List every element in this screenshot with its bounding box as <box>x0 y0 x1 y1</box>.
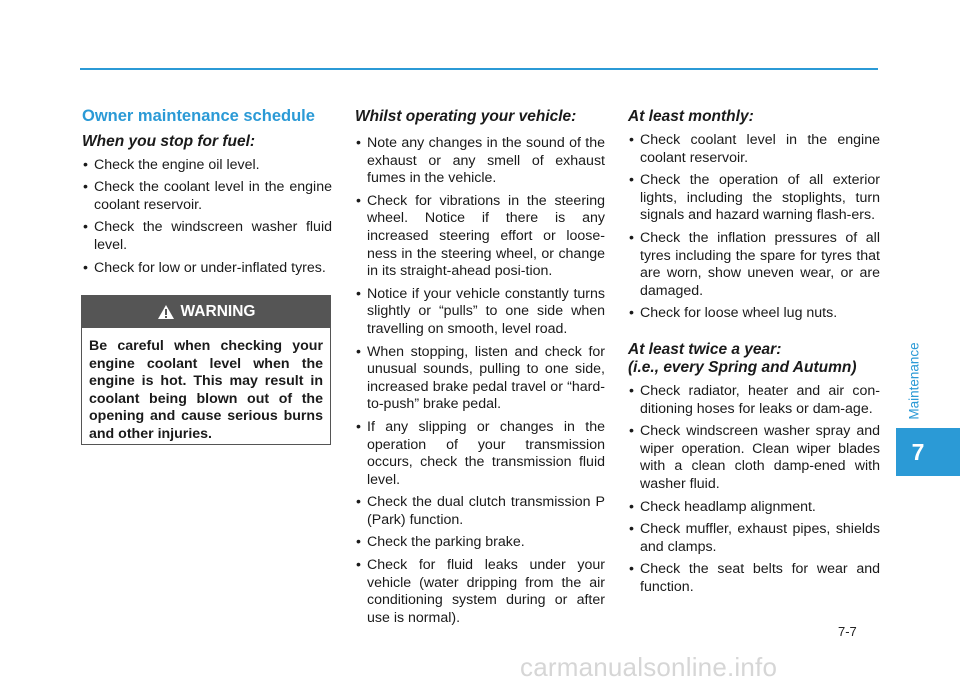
list-item: • Check the parking brake. <box>355 534 605 552</box>
list-item: • Note any changes in the sound of the exhaust or any smell of exhaust fumes in the vehicle. <box>355 135 605 188</box>
page-number: 7-7 <box>838 624 857 639</box>
list-item: • Check the seat belts for wear and function. <box>628 561 880 596</box>
warning-text: Be careful when checking your engine coolant level when the engine is hot. This may result in coolant being blown out of the opening and cause serious burns and other injuries. <box>89 338 323 442</box>
section-title: Owner maintenance schedule <box>82 107 315 125</box>
list-item: • Check radiator, heater and air con-ditioning hoses for leaks or dam-age. <box>628 383 880 418</box>
twice-year-heading-line2: (i.e., every Spring and Autumn) <box>628 358 857 376</box>
list-item: • Check for vibrations in the steering wheel. Notice if there is any increased steering effort or loose-ness in the steering wheel, or change in its straight-ahead posi-tion. <box>355 193 605 281</box>
list-item: • Check for loose wheel lug nuts. <box>628 305 880 323</box>
list-item: • When stopping, listen and check for unusual sounds, pulling to one side, increased brake pedal travel or “hard-to-push” brake pedal. <box>355 344 605 414</box>
list-item: • Check the dual clutch transmission P (Park) function. <box>355 494 605 529</box>
list-item: • Check the inflation pressures of all tyres including the spare for tyres that are worn, show uneven wear, or are damaged. <box>628 230 880 300</box>
warning-label: WARNING <box>180 303 256 320</box>
twice-year-heading-line1: At least twice a year: <box>628 340 782 358</box>
operating-list <box>355 135 605 627</box>
list-item: • Check muffler, exhaust pipes, shields and clamps. <box>628 521 880 556</box>
warning-triangle-icon <box>157 304 175 320</box>
list-item: • Check windscreen washer spray and wiper operation. Clean wiper blades with a clean cloth damp-ened with washer fluid. <box>628 423 880 493</box>
list-item: • Notice if your vehicle constantly turns slightly or “pulls” to one side when travelling on smooth, level road. <box>355 286 605 339</box>
fuel-heading: When you stop for fuel: <box>82 132 256 150</box>
list-item: • Check the windscreen washer fluid level. <box>82 219 332 254</box>
column-left <box>82 108 332 282</box>
warning-header <box>82 296 330 328</box>
watermark: carmanualsonline.info <box>520 652 778 682</box>
list-item: • Check coolant level in the engine coolant reservoir. <box>628 132 880 167</box>
sidebar-section-label: Maintenance <box>906 342 922 420</box>
top-rule <box>80 68 878 70</box>
twice-year-heading <box>628 341 880 377</box>
monthly-heading: At least monthly: <box>628 108 754 125</box>
list-item: • Check the operation of all exterior lights, including the stoplights, turn signals and hazard warning flash-ers. <box>628 172 880 225</box>
list-item: • Check the engine oil level. <box>82 157 332 175</box>
twice-year-list <box>628 383 880 597</box>
chapter-number: 7 <box>911 438 925 465</box>
list-item: • Check the coolant level in the engine coolant reservoir. <box>82 179 332 214</box>
warning-box <box>81 295 331 445</box>
list-item: • Check for fluid leaks under your vehicle (water dripping from the air conditioning system during or after use is normal). <box>355 557 605 627</box>
column-middle <box>355 108 605 632</box>
chapter-tab <box>896 428 960 476</box>
list-item: • Check headlamp alignment. <box>628 499 880 517</box>
list-item: • Check for low or under-inflated tyres. <box>82 260 332 278</box>
operating-heading: Whilst operating your vehicle: <box>355 108 577 125</box>
column-right <box>628 108 880 601</box>
monthly-list <box>628 132 880 323</box>
list-item: • If any slipping or changes in the operation of your transmission occurs, check the transmission fluid level. <box>355 419 605 489</box>
fuel-list <box>82 157 332 278</box>
